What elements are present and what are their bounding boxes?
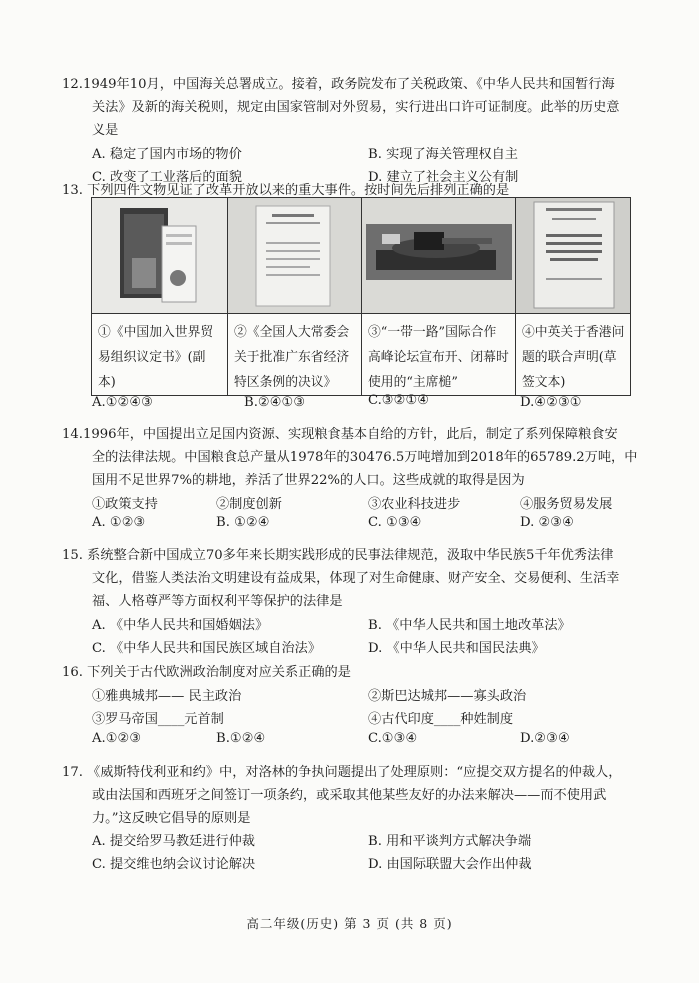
q13-stem: 13. 下列四件文物见证了改革开放以来的重大事件。按时间先后排列正确的是 xyxy=(62,183,510,198)
caption-line: 易组织议定书》(副本) xyxy=(98,350,206,390)
q16-item-3: ③罗马帝国____元首制 xyxy=(92,712,224,727)
artifact-1-cell xyxy=(92,198,228,314)
q16-item-2: ②斯巴达城邦——寡头政治 xyxy=(368,689,527,704)
caption-line: 题的联合声明(草 xyxy=(522,350,617,365)
artifact-2-cell xyxy=(228,198,362,314)
document-photo xyxy=(228,198,361,313)
q16-option-b[interactable]: B.①②④ xyxy=(216,731,266,746)
q14-line-3: 国用不足世界7%的耕地，养活了世界22%的人口。这些成就的取得是因为 xyxy=(92,473,525,488)
q14-item-1: ①政策支持 xyxy=(92,497,158,512)
caption-line: ②《全国人大常委会 xyxy=(234,325,350,340)
artifact-3-caption xyxy=(362,314,516,396)
q14-item-3: ③农业科技进步 xyxy=(368,497,461,512)
gavel-photo xyxy=(362,198,515,313)
caption-line: ③“一带一路”国际合作 xyxy=(368,325,497,340)
q14-item-2: ②制度创新 xyxy=(216,497,282,512)
caption-line: 使用的“主席槌” xyxy=(368,375,458,390)
q16-option-c[interactable]: C.①③④ xyxy=(368,731,418,746)
q15-option-c[interactable]: C. 《中华人民共和国民族区域自治法》 xyxy=(92,641,322,656)
q12-line-3: 义是 xyxy=(92,123,119,138)
caption-line: ①《中国加入世界贸 xyxy=(98,325,214,340)
q14-option-b[interactable]: B. ①②④ xyxy=(216,515,270,530)
caption-line: ④中英关于香港问 xyxy=(522,325,625,340)
q17-option-d[interactable]: D. 由国际联盟大会作出仲裁 xyxy=(368,857,532,872)
q12-option-b[interactable]: B. 实现了海关管理权自主 xyxy=(368,147,518,162)
q12-option-a[interactable]: A. 稳定了国内市场的物价 xyxy=(92,147,242,162)
q13-option-d[interactable]: D.④②③① xyxy=(520,395,582,410)
artifact-4-caption xyxy=(516,314,631,396)
q17-option-c[interactable]: C. 提交维也纳会议讨论解决 xyxy=(92,857,256,872)
q15-line-3: 福、人格尊严等方面权利平等保护的法律是 xyxy=(92,594,343,609)
q13-artifact-table xyxy=(91,197,631,396)
q16-item-1: ①雅典城邦—— 民主政治 xyxy=(92,689,242,704)
q14-option-d[interactable]: D. ②③④ xyxy=(520,515,574,530)
q15-option-a[interactable]: A. 《中华人民共和国婚姻法》 xyxy=(92,618,269,633)
q15-option-d[interactable]: D. 《中华人民共和国民法典》 xyxy=(368,641,545,656)
q17-option-b[interactable]: B. 用和平谈判方式解决争端 xyxy=(368,834,532,849)
q13-option-a[interactable]: A.①②④③ xyxy=(92,395,154,410)
declaration-photo xyxy=(516,198,630,313)
agreement-booklet-photo xyxy=(92,198,227,313)
caption-line: 特区条例的决议》 xyxy=(234,375,337,390)
q17-line-1: 17. 《威斯特伐利亚和约》中，对洛林的争执问题提出了处理原则：“应提交双方提名的仲裁人， xyxy=(62,765,622,780)
q14-option-c[interactable]: C. ①③④ xyxy=(368,515,422,530)
q15-option-b[interactable]: B. 《中华人民共和国土地改革法》 xyxy=(368,618,571,633)
q14-option-a[interactable]: A. ①②③ xyxy=(92,515,146,530)
q17-line-3: 力。”这反映它倡导的原则是 xyxy=(92,811,251,826)
q15-line-1: 15. 系统整合新中国成立70多年来长期实践形成的民事法律规范，汲取中华民族5千年优秀法律 xyxy=(62,548,614,563)
q12-option-d[interactable]: D. 建立了社会主义公有制 xyxy=(368,170,519,185)
page-footer: 高二年级(历史) 第 3 页 (共 8 页) xyxy=(246,916,453,931)
q17-option-a[interactable]: A. 提交给罗马教廷进行仲裁 xyxy=(92,834,255,849)
q15-line-2: 文化，借鉴人类法治文明建设有益成果，体现了对生命健康、财产安全、交易便利、生活幸 xyxy=(92,571,620,586)
q16-option-d[interactable]: D.②③④ xyxy=(520,731,570,746)
artifact-2-caption xyxy=(228,314,362,396)
artifact-3-cell xyxy=(362,198,516,314)
q14-line-1: 14.1996年，中国提出立足国内资源、实现粮食基本自给的方针，此后，制定了系列保障粮食安 xyxy=(62,427,618,442)
q17-line-2: 或由法国和西班牙之间签订一项条约，或采取其他某些友好的办法来解决——而不使用武 xyxy=(92,788,607,803)
q14-item-4: ④服务贸易发展 xyxy=(520,497,613,512)
caption-line: 高峰论坛宣布开、闭幕时 xyxy=(368,350,509,365)
q16-item-4: ④古代印度____种姓制度 xyxy=(368,712,514,727)
q12-line-1: 12.1949年10月，中国海关总署成立。接着，政务院发布了关税政策、《中华人民共和国暂行海 xyxy=(62,77,615,92)
artifact-1-caption xyxy=(92,314,228,396)
q12-line-2: 关法》及新的海关税则，规定由国家管制对外贸易，实行进出口许可证制度。此举的历史意 xyxy=(92,100,620,115)
q16-option-a[interactable]: A.①②③ xyxy=(92,731,142,746)
caption-line: 签文本) xyxy=(522,375,566,390)
caption-line: 关于批准广东省经济 xyxy=(234,350,350,365)
q13-option-b[interactable]: B.②④①③ xyxy=(244,395,306,410)
q12-option-c[interactable]: C. 改变了工业落后的面貌 xyxy=(92,170,242,185)
q13-option-c[interactable]: C.③②①④ xyxy=(368,393,430,408)
q14-line-2: 全的法律法规。中国粮食总产量从1978年的30476.5万吨增加到2018年的65789.2万吨，中 xyxy=(92,450,638,465)
q16-stem: 16. 下列关于古代欧洲政治制度对应关系正确的是 xyxy=(62,665,351,680)
artifact-4-cell xyxy=(516,198,631,314)
